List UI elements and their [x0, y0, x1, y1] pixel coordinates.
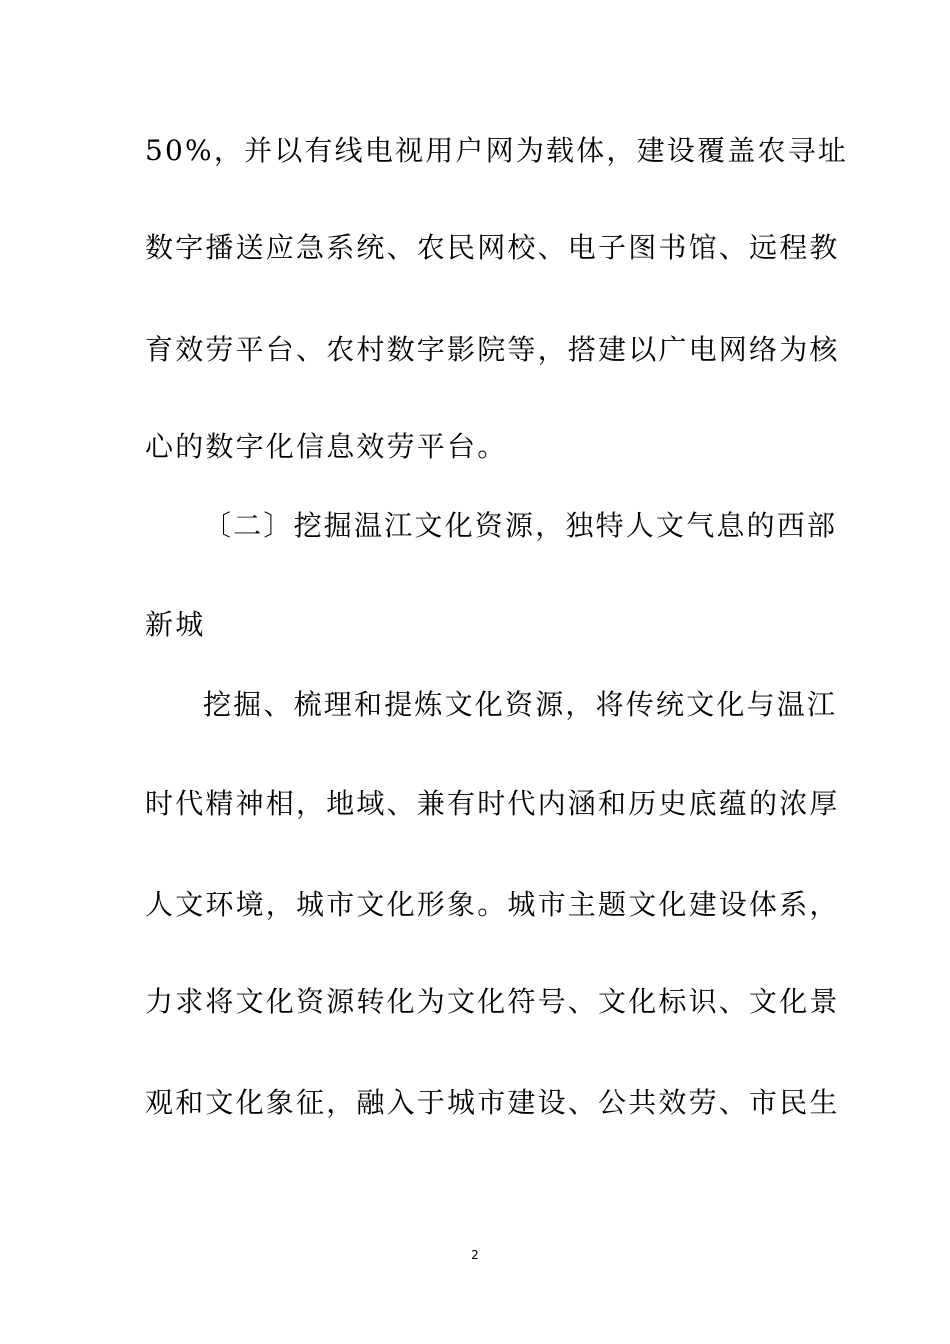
- text-line-4: 心的数字化信息效劳平台。: [145, 430, 508, 463]
- text-line-1: 50%，并以有线电视用户网为载体，建设覆盖农寻址: [145, 134, 849, 167]
- text-line-10: 力求将文化资源转化为文化符号、文化标识、文化景: [145, 985, 840, 1018]
- text-line-9: 人文环境，城市文化形象。城市主题文化建设体系，: [145, 888, 840, 921]
- section-heading-line-1: 〔二〕挖掘温江文化资源，独特人文气息的西部: [203, 509, 838, 542]
- text-line-2: 数字播送应急系统、农民网校、电子图书馆、远程教: [145, 231, 840, 264]
- section-heading-line-2: 新城: [145, 608, 206, 641]
- page-number: 2: [471, 1248, 479, 1262]
- text-line-11: 观和文化象征，融入于城市建设、公共效劳、市民生: [145, 1086, 840, 1119]
- text-line-8: 时代精神相，地域、兼有时代内涵和历史底蕴的浓厚: [145, 787, 840, 820]
- text-line-7: 挖掘、梳理和提炼文化资源，将传统文化与温江: [203, 688, 838, 721]
- text-line-3: 育效劳平台、农村数字影院等，搭建以广电网络为核: [145, 333, 840, 366]
